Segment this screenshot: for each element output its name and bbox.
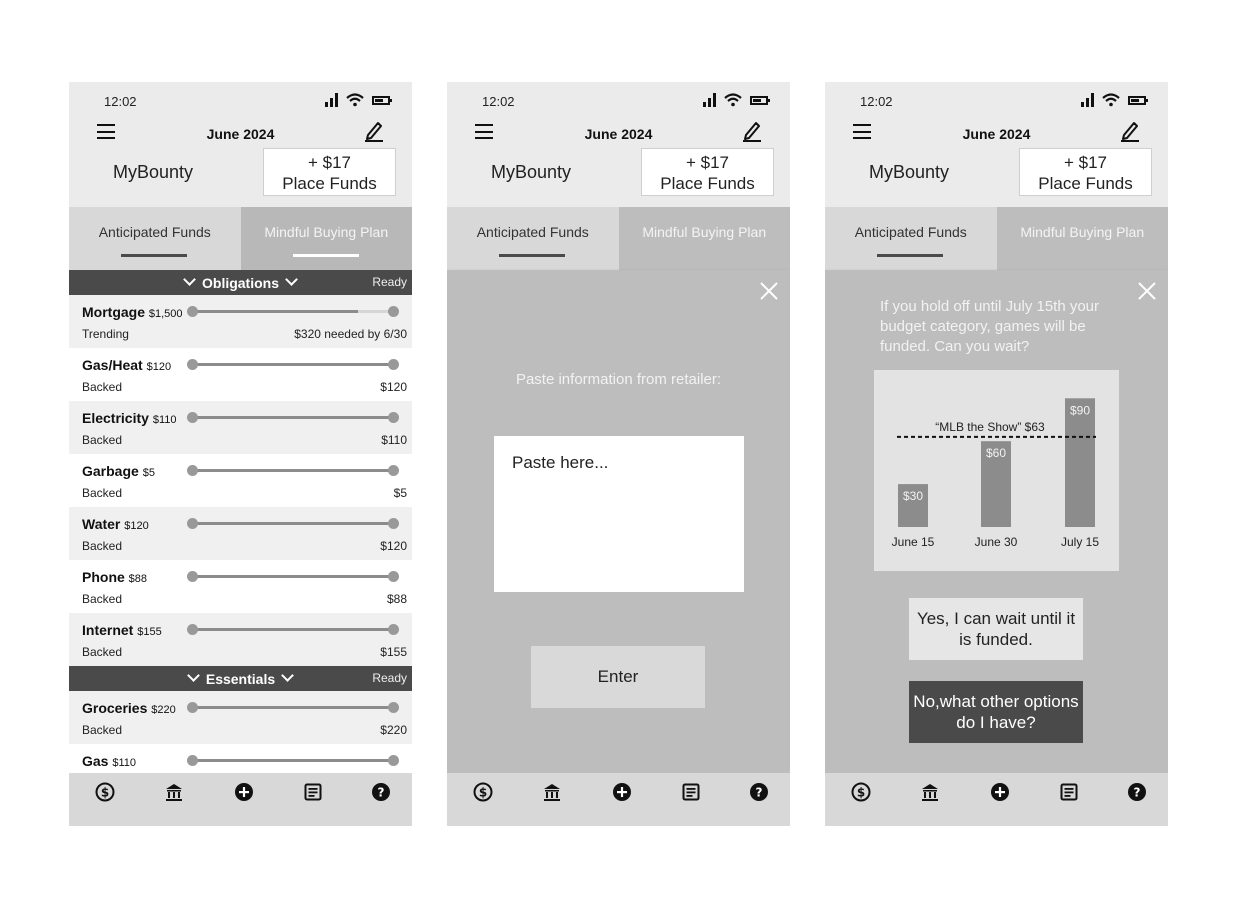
budget-row[interactable] xyxy=(69,295,412,348)
slider-fill xyxy=(192,469,394,472)
tab-anticipated-funds[interactable] xyxy=(825,207,997,270)
category-name xyxy=(82,410,176,426)
category-label: Gas/Heat xyxy=(82,357,143,373)
status-icons xyxy=(703,92,768,108)
document-icon[interactable] xyxy=(303,782,323,802)
place-funds-button[interactable] xyxy=(641,148,774,196)
slider-handle-end[interactable] xyxy=(388,755,399,766)
chevron-down-icon xyxy=(187,669,200,682)
chart-bar xyxy=(1065,398,1095,527)
reference-line-label: “MLB the Show” $63 xyxy=(935,419,1045,434)
battery-icon xyxy=(1128,96,1146,105)
svg-text:?: ? xyxy=(755,785,763,800)
category-funded: $120 xyxy=(380,539,407,553)
category-amount: $1,500 xyxy=(148,308,183,320)
add-icon[interactable] xyxy=(990,782,1010,802)
edit-icon[interactable] xyxy=(742,120,762,142)
chevron-down-icon xyxy=(281,669,294,682)
svg-text:?: ? xyxy=(1133,785,1141,800)
budget-row[interactable] xyxy=(69,691,412,744)
funding-slider[interactable] xyxy=(192,413,394,423)
bar-value-label: $60 xyxy=(985,446,1007,461)
tab-underline xyxy=(499,254,565,257)
category-name xyxy=(82,516,149,532)
category-label: Phone xyxy=(82,569,125,585)
slider-handle-start[interactable] xyxy=(187,755,198,766)
place-funds-label: Place Funds xyxy=(282,174,377,193)
signal-icon xyxy=(703,93,716,107)
slider-fill xyxy=(192,416,394,419)
funds-amount: + $17 xyxy=(307,153,351,172)
budget-row[interactable] xyxy=(69,744,412,769)
app-header xyxy=(825,82,1168,207)
signal-icon xyxy=(325,93,338,107)
bottom-nav xyxy=(825,773,1168,826)
category-status: Backed xyxy=(82,486,123,500)
section-header-obligations[interactable] xyxy=(69,270,412,295)
tab-label: Mindful Buying Plan xyxy=(642,224,767,240)
slider-fill xyxy=(192,575,394,578)
funds-amount: + $17 xyxy=(685,153,729,172)
category-label: Electricity xyxy=(82,410,149,426)
bank-icon[interactable] xyxy=(542,782,562,802)
place-funds-button[interactable] xyxy=(1019,148,1152,196)
slider-handle-end[interactable] xyxy=(388,306,399,317)
tab-underline xyxy=(293,254,359,257)
dollar-icon[interactable] xyxy=(95,782,115,802)
category-name xyxy=(82,357,171,373)
slider-handle-start[interactable] xyxy=(187,306,198,317)
paste-instructions: Paste information from retailer: xyxy=(515,371,722,388)
slider-fill xyxy=(192,628,394,631)
section-status: Ready xyxy=(372,671,407,685)
budget-row[interactable] xyxy=(69,613,412,666)
app-header xyxy=(447,82,790,207)
paste-dialog xyxy=(447,270,790,773)
bar-value-label: $90 xyxy=(1069,403,1091,418)
edit-icon[interactable] xyxy=(364,120,384,142)
funding-chart-svg xyxy=(874,370,1119,571)
slider-handle-start[interactable] xyxy=(187,412,198,423)
app-header xyxy=(69,82,412,207)
help-icon[interactable] xyxy=(371,782,391,802)
close-icon[interactable] xyxy=(1138,282,1156,300)
month-title: June 2024 xyxy=(962,126,1031,142)
slider-handle-end[interactable] xyxy=(388,518,399,529)
add-icon[interactable] xyxy=(612,782,632,802)
category-amount: $110 xyxy=(112,757,137,769)
funding-slider[interactable] xyxy=(192,307,394,317)
category-funded: $120 xyxy=(380,380,407,394)
dollar-icon[interactable] xyxy=(851,782,871,802)
wifi-icon xyxy=(346,93,364,107)
funding-slider[interactable] xyxy=(192,625,394,635)
tab-label: Mindful Buying Plan xyxy=(1020,224,1145,240)
category-name xyxy=(82,304,183,320)
category-label: Internet xyxy=(82,622,134,638)
x-tick-label: June 15 xyxy=(891,535,935,549)
wait-message: If you hold off until July 15th your budget category, games will be funded. Can you wait? xyxy=(880,298,1100,355)
funding-slider[interactable] xyxy=(192,519,394,529)
slider-fill xyxy=(192,759,394,762)
category-status: Backed xyxy=(82,539,123,553)
budget-row[interactable] xyxy=(69,401,412,454)
category-name xyxy=(82,463,155,479)
slider-handle-start[interactable] xyxy=(187,359,198,370)
tab-label: Mindful Buying Plan xyxy=(264,224,389,240)
brand-name: MyBounty xyxy=(491,162,572,182)
category-label: Groceries xyxy=(82,700,148,716)
phone-screen-budget-list xyxy=(69,82,412,826)
battery-icon xyxy=(750,96,768,105)
edit-icon[interactable] xyxy=(1120,120,1140,142)
category-status: Backed xyxy=(82,380,123,394)
slider-handle-end[interactable] xyxy=(388,359,399,370)
slider-handle-end[interactable] xyxy=(388,465,399,476)
category-funded: $5 xyxy=(393,486,407,500)
wifi-icon xyxy=(724,93,742,107)
svg-text:$: $ xyxy=(856,785,866,800)
funds-amount: + $17 xyxy=(1063,153,1107,172)
tab-label: Anticipated Funds xyxy=(854,224,967,240)
slider-handle-start[interactable] xyxy=(187,465,198,476)
tab-mindful-buying-plan[interactable] xyxy=(997,207,1169,270)
x-tick-label: July 15 xyxy=(1060,535,1100,549)
status-time: 12:02 xyxy=(860,94,893,109)
status-icons xyxy=(325,92,390,108)
bank-icon[interactable] xyxy=(164,782,184,802)
category-name xyxy=(82,700,176,716)
section-status: Ready xyxy=(372,275,407,289)
budget-row[interactable] xyxy=(69,507,412,560)
category-amount: $155 xyxy=(137,626,162,638)
month-title: June 2024 xyxy=(584,126,653,142)
category-status: Trending xyxy=(82,327,129,341)
funding-slider[interactable] xyxy=(192,703,394,713)
slider-fill xyxy=(192,706,394,709)
paste-input[interactable]: Paste here... xyxy=(494,436,744,592)
svg-text:$: $ xyxy=(100,785,110,800)
close-icon[interactable] xyxy=(760,282,778,300)
slider-handle-start[interactable] xyxy=(187,518,198,529)
category-amount: $88 xyxy=(128,573,148,585)
help-icon[interactable] xyxy=(1127,782,1147,802)
tab-anticipated-funds[interactable] xyxy=(69,207,241,270)
enter-button[interactable]: Enter xyxy=(531,646,705,708)
chevron-down-icon xyxy=(285,273,298,286)
bank-icon[interactable] xyxy=(920,782,940,802)
category-funded: $320 needed by 6/30 xyxy=(294,327,407,341)
status-time: 12:02 xyxy=(104,94,137,109)
funding-slider[interactable] xyxy=(192,466,394,476)
category-status: Backed xyxy=(82,433,123,447)
slider-handle-start[interactable] xyxy=(187,571,198,582)
tab-underline xyxy=(877,254,943,257)
chevron-down-icon xyxy=(183,273,196,286)
category-status: Backed xyxy=(82,592,123,606)
status-time: 12:02 xyxy=(482,94,515,109)
yes-wait-button[interactable]: Yes, I can wait until it is funded. xyxy=(909,598,1083,660)
document-icon[interactable] xyxy=(1059,782,1079,802)
category-amount: $220 xyxy=(151,704,176,716)
signal-icon xyxy=(1081,93,1094,107)
budget-row[interactable] xyxy=(69,454,412,507)
tab-mindful-buying-plan[interactable] xyxy=(619,207,791,270)
place-funds-label: Place Funds xyxy=(1038,174,1133,193)
section-title: Essentials xyxy=(205,670,276,687)
add-icon[interactable] xyxy=(234,782,254,802)
budget-row[interactable] xyxy=(69,348,412,401)
budget-list xyxy=(69,270,412,773)
place-funds-button[interactable] xyxy=(263,148,396,196)
slider-fill xyxy=(192,363,394,366)
category-funded: $110 xyxy=(381,433,407,447)
bottom-nav xyxy=(69,773,412,826)
brand-name: MyBounty xyxy=(113,162,194,182)
category-status: Backed xyxy=(82,723,123,737)
wifi-icon xyxy=(1102,93,1120,107)
tab-label: Anticipated Funds xyxy=(98,224,211,240)
status-icons xyxy=(1081,92,1146,108)
no-options-button[interactable]: No,what other options do I have? xyxy=(909,681,1083,743)
category-amount: $120 xyxy=(146,361,172,373)
category-label: Gas xyxy=(82,753,109,769)
x-tick-label: June 30 xyxy=(974,535,1018,549)
category-label: Mortgage xyxy=(82,304,145,320)
category-name xyxy=(82,569,147,585)
battery-icon xyxy=(372,96,390,105)
category-amount: $120 xyxy=(124,520,149,532)
slider-handle-end[interactable] xyxy=(388,624,399,635)
budget-row[interactable] xyxy=(69,560,412,613)
section-header-essentials[interactable] xyxy=(69,666,412,691)
category-name xyxy=(82,622,162,638)
category-label: Garbage xyxy=(82,463,139,479)
section-title: Obligations xyxy=(202,274,279,291)
slider-handle-start[interactable] xyxy=(187,702,198,713)
funding-chart xyxy=(874,370,1119,571)
document-icon[interactable] xyxy=(681,782,701,802)
slider-handle-end[interactable] xyxy=(388,571,399,582)
phone-screen-wait-dialog xyxy=(825,82,1168,826)
slider-handle-end[interactable] xyxy=(388,412,399,423)
category-status: Backed xyxy=(82,645,123,659)
category-name xyxy=(82,753,136,769)
svg-text:?: ? xyxy=(377,785,385,800)
category-funded: $155 xyxy=(380,645,407,659)
help-icon[interactable] xyxy=(749,782,769,802)
funding-slider[interactable] xyxy=(192,360,394,370)
slider-fill xyxy=(192,310,358,313)
category-amount: $5 xyxy=(142,467,155,479)
month-title: June 2024 xyxy=(206,126,275,142)
category-amount: $110 xyxy=(152,414,177,426)
tab-anticipated-funds[interactable] xyxy=(447,207,619,270)
slider-fill xyxy=(192,522,394,525)
dollar-icon[interactable] xyxy=(473,782,493,802)
place-funds-label: Place Funds xyxy=(660,174,755,193)
funding-slider[interactable] xyxy=(192,572,394,582)
slider-handle-end[interactable] xyxy=(388,702,399,713)
category-funded: $220 xyxy=(380,723,407,737)
tab-label: Anticipated Funds xyxy=(476,224,589,240)
tab-mindful-buying-plan[interactable] xyxy=(241,207,413,270)
wait-dialog xyxy=(825,270,1168,773)
slider-handle-start[interactable] xyxy=(187,624,198,635)
svg-text:$: $ xyxy=(478,785,488,800)
tab-underline xyxy=(121,254,187,257)
category-funded: $88 xyxy=(386,592,407,606)
funding-slider[interactable] xyxy=(192,756,394,766)
bar-value-label: $30 xyxy=(902,489,924,504)
bottom-nav xyxy=(447,773,790,826)
category-label: Water xyxy=(82,516,121,532)
brand-name: MyBounty xyxy=(869,162,950,182)
phone-screen-paste-dialog xyxy=(447,82,790,826)
